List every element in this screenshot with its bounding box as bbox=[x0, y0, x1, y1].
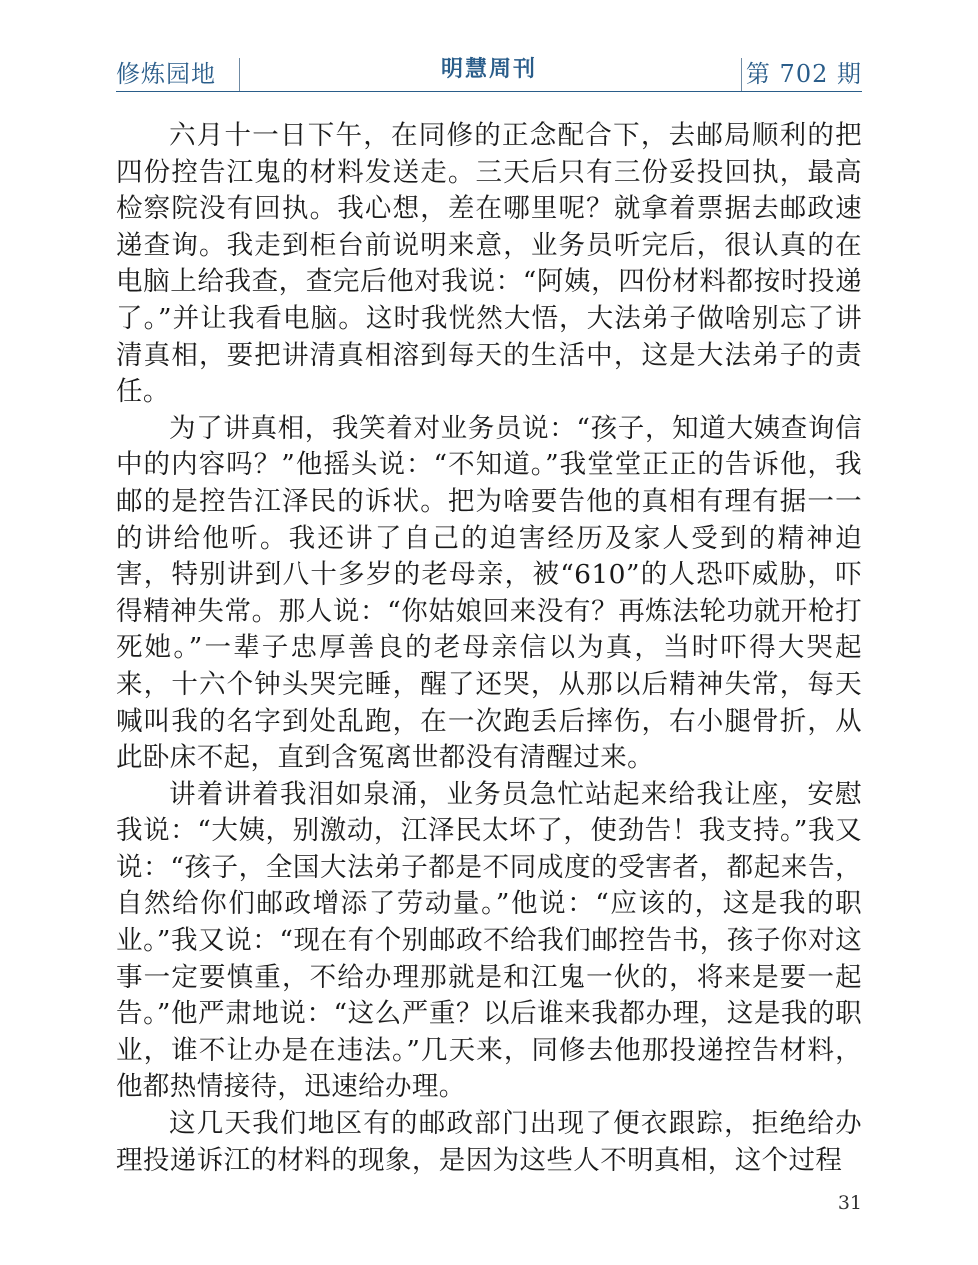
publication-title: 明慧周刊 bbox=[440, 57, 537, 82]
paragraph: 讲着讲着我泪如泉涌，业务员急忙站起来给我让座，安慰我说：“大姨，别激动，江泽民太坏了，使劲告！我支持。”我又说：“孩子，全国大法弟子都是不同成度的受害者，都起来告，自然给你们邮政增添了劳动量。”他说：“应该的，这是我的职业。”我又说：“现在有个别邮政不给我们邮控告书，孩子你对这事一定要慎重，不给办理那就是和江鬼一伙的，将来是要一起告。”他严肃地说：“这么严重？以后谁来我都办理，这是我的职业，谁不让办是在违法。”几天来，同修去他那投递控告材料，他都热情接待，迅速给办理。 bbox=[116, 778, 862, 1103]
section-title: 修炼园地 bbox=[116, 60, 216, 88]
header-divider-right bbox=[741, 58, 742, 92]
issue-number: 第 702 期 bbox=[745, 60, 862, 88]
paragraph: 六月十一日下午，在同修的正念配合下，去邮局顺利的把四份控告江鬼的材料发送走。三天后只有三份妥投回执，最高检察院没有回执。我心想，差在哪里呢？就拿着票据去邮政速递查询。我走到柜台前说明来意，业务员听完后，很认真的在电脑上给我查，查完后他对我说：“阿姨，四份材料都按时投递了。”并让我看电脑。这时我恍然大悟，大法弟子做啥别忘了讲清真相，要把讲清真相溶到每天的生活中，这是大法弟子的责任。 bbox=[116, 120, 862, 408]
paragraph: 为了讲真相，我笑着对业务员说：“孩子，知道大姨查询信中的内容吗？”他摇头说：“不知道。”我堂堂正正的告诉他，我邮的是控告江泽民的诉状。把为啥要告他的真相有理有据一一的讲给他听。我还讲了自己的迫害经历及家人受到的精神迫害，特别讲到八十多岁的老母亲，被“610”的人恐吓威胁，吓得精神失常。那人说：“你姑娘回来没有？再炼法轮功就开枪打死她。”一辈子忠厚善良的老母亲信以为真，当时吓得大哭起来，十六个钟头哭完睡，醒了还哭，从那以后精神失常，每天喊叫我的名字到处乱跑，在一次跑丢后摔伤，右小腿骨折，从此卧床不起，直到含冤离世都没有清醒过来。 bbox=[116, 412, 862, 774]
page-number: 31 bbox=[837, 1192, 862, 1214]
paragraph: 这几天我们地区有的邮政部门出现了便衣跟踪，拒绝给办理投递诉江的材料的现象，是因为这些人不明真相，这个过程 bbox=[116, 1108, 862, 1176]
header-rule bbox=[116, 91, 862, 92]
page-header bbox=[116, 50, 862, 92]
article-body bbox=[116, 118, 862, 1179]
